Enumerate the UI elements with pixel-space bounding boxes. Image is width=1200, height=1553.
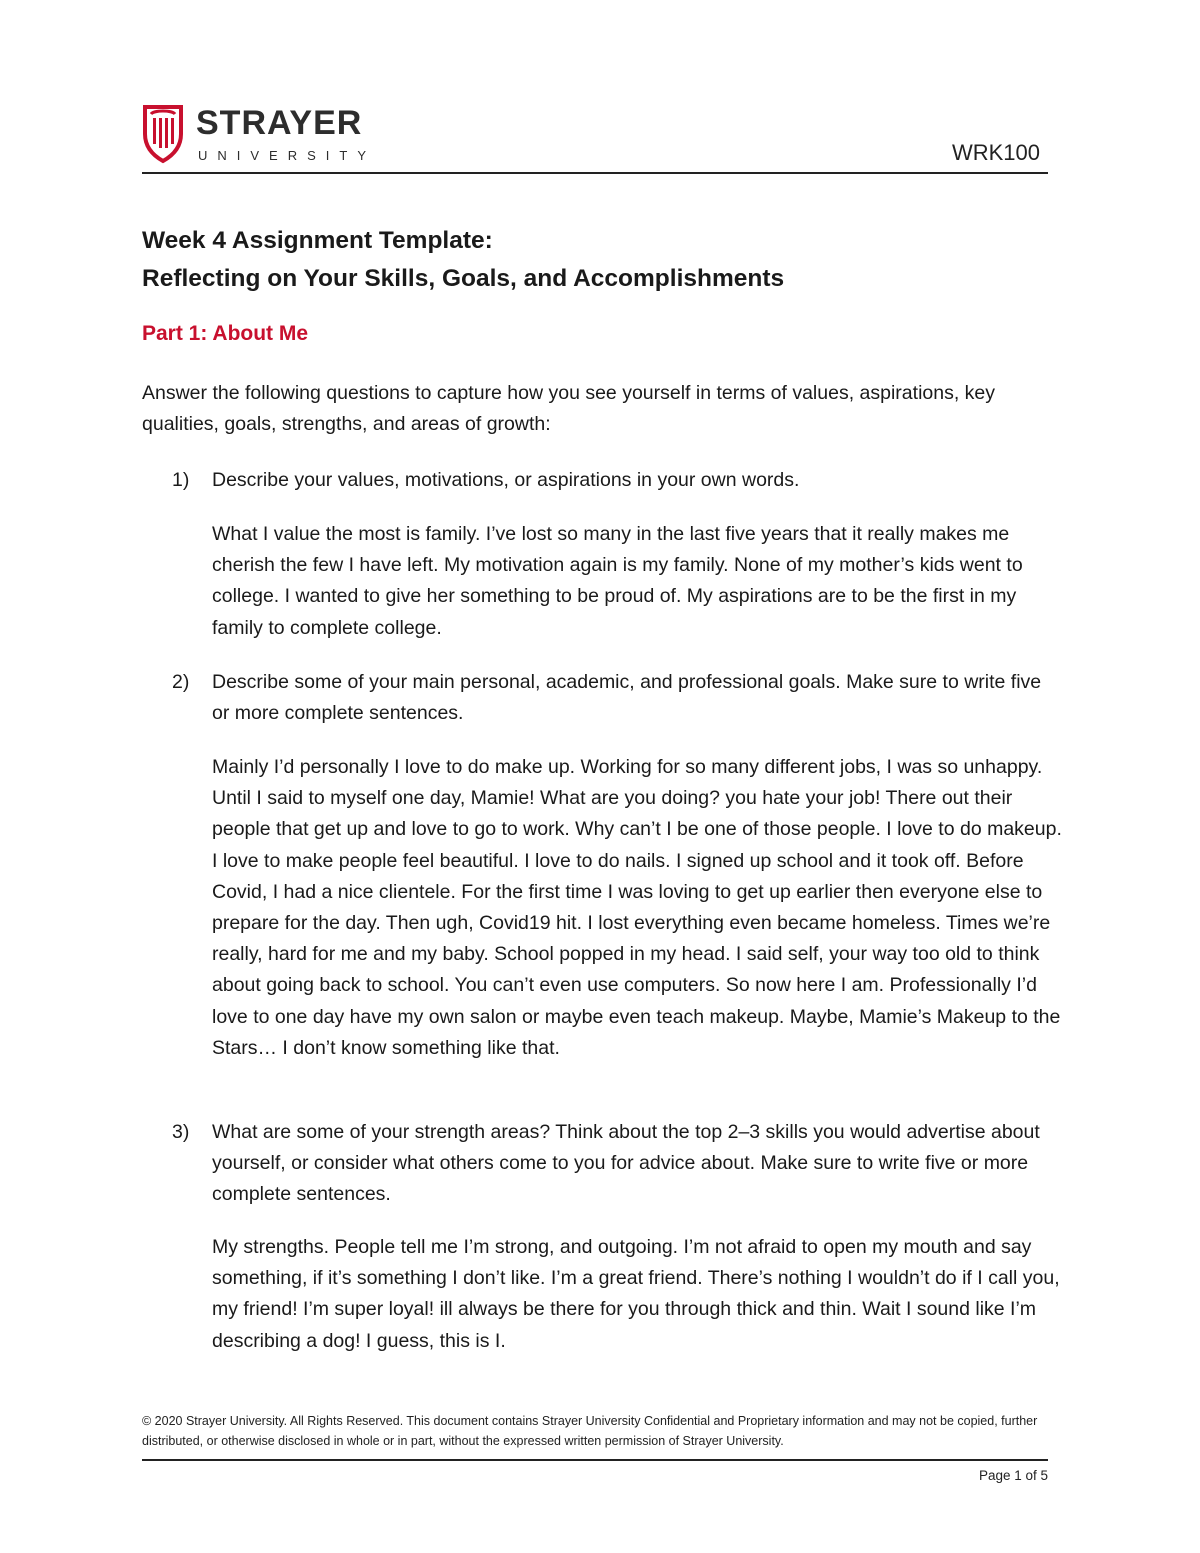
question-text: Describe some of your main personal, academic, and professional goals. Make sure to write five or more complete sentences. <box>212 671 1042 724</box>
question-3 <box>142 1117 1062 1210</box>
question-2 <box>142 667 1062 729</box>
question-number: 3) <box>172 1121 190 1143</box>
question-text: Describe your values, motivations, or aspirations in your own words. <box>212 469 800 491</box>
page-number: Page 1 of 5 <box>978 1468 1048 1483</box>
logo-subtitle: UNIVERSITY <box>198 148 377 163</box>
title-line-1: Week 4 Assignment Template: <box>142 227 493 254</box>
question-number: 1) <box>172 469 190 491</box>
section-heading: Part 1: About Me <box>142 322 309 345</box>
answer-2: Mainly I’d personally I love to do make up. Working for so many different jobs, I was so unhappy. Until I said to myself one day, Mamie! What are you doing? you hate your job! There out their people that get up and love to go to work. Why can’t I be one of those people. I love to do makeup. I love to make people feel beautiful. I love to do nails. I signed up school and it took off. Before Covid, I had a nice clientele. For the first time I was loving to get up earlier then everyone else to prepare for the day. Then ugh, Covid19 hit. I lost everything even became homeless. Times we’re really, hard for me and my baby. School popped in my head. I said self, your way too old to think about going back to school. You can’t even use computers. So now here I am. Professionally I’d love to one day have my own salon or maybe even teach makeup. Maybe, Mamie’s Makeup to the Stars… I don’t know something like that. <box>212 756 1062 1059</box>
question-1 <box>142 465 1062 496</box>
question-text: What are some of your strength areas? Think about the top 2–3 skills you would advertise about yourself, or consider what others come to you for advice about. Make sure to write five or more complete sentences. <box>212 1121 1040 1205</box>
shield-logo-icon <box>142 104 184 164</box>
footer-divider <box>142 1459 1048 1461</box>
document-title <box>142 222 784 298</box>
answer-1: What I value the most is family. I’ve lost so many in the last five years that it really makes me cherish the few I have left. My motivation again is my family. None of my mother’s kids went to college. I wanted to give her something to be proud of. My aspirations are to be the first in my family to complete college. <box>212 523 1023 639</box>
title-line-2: Reflecting on Your Skills, Goals, and Accomplishments <box>142 265 785 292</box>
question-number: 2) <box>172 671 190 693</box>
copyright-notice: © 2020 Strayer University. All Rights Reserved. This document contains Strayer University Confidential and Proprietary information and may not be copied, further distributed, or otherwise disclosed in whole or in part, without the expressed written permission of Strayer University. <box>142 1414 1038 1448</box>
course-code: WRK100 <box>951 140 1040 165</box>
intro-paragraph: Answer the following questions to capture how you see yourself in terms of values, aspirations, key qualities, goals, strengths, and areas of growth: <box>142 382 996 435</box>
logo-wordmark: STRAYER <box>196 104 363 142</box>
answer-3: My strengths. People tell me I’m strong, and outgoing. I’m not afraid to open my mouth and say something, if it’s something I don’t like. I’m a great friend. There’s nothing I wouldn’t do if I call you, my friend! I’m super loyal! ill always be there for you through thick and thin. Wait I sound like I’m describing a dog! I guess, this is I. <box>212 1236 1060 1352</box>
page-header <box>142 104 1048 174</box>
strayer-logo <box>142 104 376 164</box>
